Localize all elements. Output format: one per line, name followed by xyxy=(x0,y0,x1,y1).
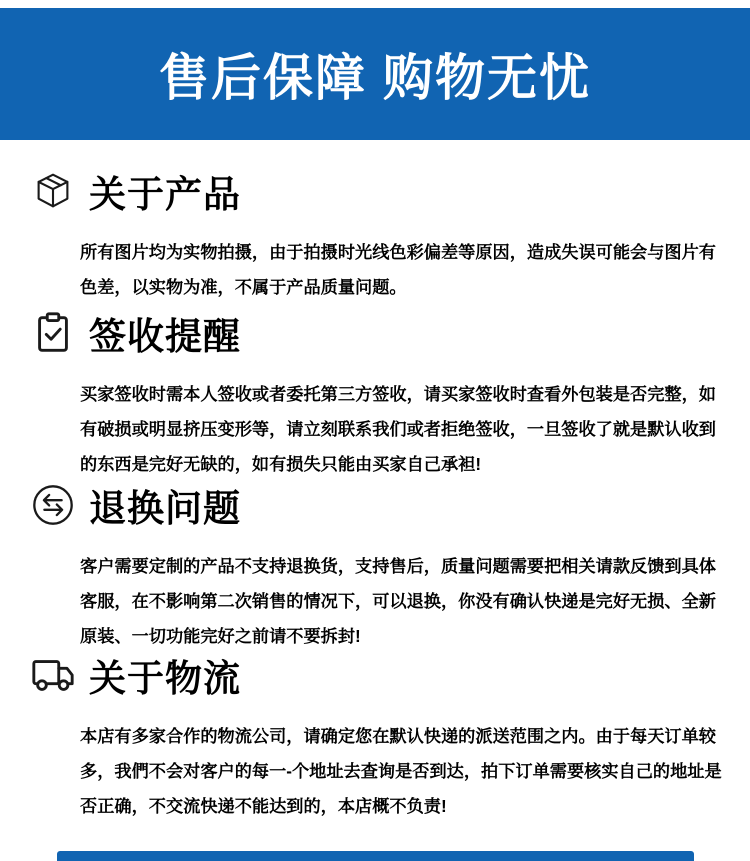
section-body-text: 本店有多家合作的物流公司，请确定您在默认快递的派送范围之内。由于每天订单较多，我們不会对客户的每一-个地址去查询是否到达，拍下订单需要核实自己的地址是否正确，不交流快递不能达到的，本店概不负责! xyxy=(80,726,722,816)
section-body-text: 买家签收时需本人签收或者委托第三方签收，请买家签收时查看外包装是否完整，如有破损或明显挤压变形等，请立刻联系我们或者拒绝签收，一旦签收了就是默认收到的东西是完好无缺的，如有损失只能由买家自己承袒! xyxy=(80,384,716,474)
section-header xyxy=(30,478,750,532)
clipboard-check-icon xyxy=(30,310,76,356)
delivery-truck-icon xyxy=(30,652,76,698)
section-header xyxy=(30,306,750,360)
section-about-product xyxy=(0,164,750,305)
section-body-text: 客户需要定制的产品不支持退换货，支持售后，质量问题需要把相关请款反馈到具体客服，在不影响第二次销售的情况下，可以退换，你没有确认快递是完好无损、全新原装、一切功能完好之前请不要拆封! xyxy=(80,556,716,646)
footer-bar xyxy=(57,851,694,861)
package-cube-icon xyxy=(30,168,76,214)
section-sign-reminder xyxy=(0,306,750,482)
header-banner xyxy=(0,8,750,140)
section-title: 关于物流 xyxy=(89,658,241,699)
section-header xyxy=(30,164,750,218)
swap-arrows-icon xyxy=(30,482,76,528)
section-body-text: 所有图片均为实物拍摄，由于拍摄时光线色彩偏差等原因，造成失误可能会与图片有色差，以实物为准，不属于产品质量问题。 xyxy=(80,242,716,297)
section-title: 退换问题 xyxy=(89,488,241,529)
section-return-exchange xyxy=(0,478,750,654)
banner-title: 售后保障 购物无忧 xyxy=(159,50,591,106)
section-logistics xyxy=(0,648,750,824)
section-title: 签收提醒 xyxy=(89,316,241,357)
section-title: 关于产品 xyxy=(89,174,241,215)
section-header xyxy=(30,648,750,702)
